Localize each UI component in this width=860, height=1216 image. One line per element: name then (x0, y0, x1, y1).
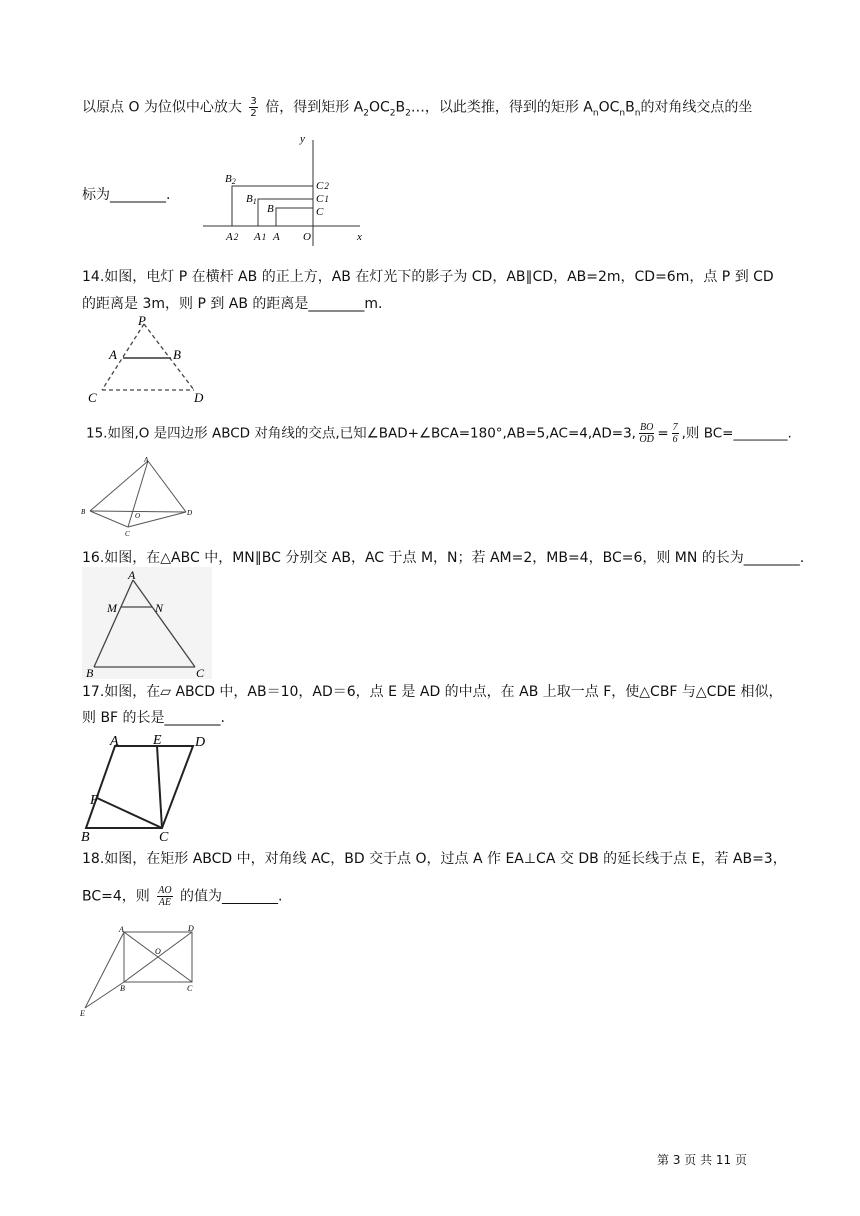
q15-line1: 15.如图,O 是四边形 ABCD 对角线的交点,已知∠BAD+∠BCA=180°,AB=5,AC=4,AD=3, $\frac{BO}{OD}$ = $\frac{7}{6}$ ,则 BC=________. (86, 422, 792, 445)
label-A1: A1 (254, 231, 267, 243)
label-D: D (195, 735, 206, 750)
q18-line2: BC=4，则 $\frac{AO}{AE}$ 的值为________. (82, 885, 283, 908)
label-B: B (86, 666, 94, 679)
pd-dashed (144, 324, 194, 390)
q14-line2: 的距离是 3m，则 P 到 AB 的距离是________m. (82, 296, 383, 312)
figure-background (82, 567, 212, 679)
ab (90, 461, 148, 511)
q16-figure (82, 567, 212, 679)
q15-fraction-bo-od: $\frac{BO}{OD}$ (639, 422, 654, 445)
label-B1: B1 (246, 193, 257, 206)
label-D: D (194, 390, 204, 404)
label-O: O (135, 512, 141, 520)
label-A2: A2 (226, 231, 239, 243)
label-E: E (80, 1009, 85, 1018)
ad (148, 461, 186, 512)
q13-line1: 以原点 O 为位似中心放大 $\frac{3}{2}$ 倍，得到矩形 $A_2OC_2B_2\dots$，以此类推，得到的矩形 $A_nOC_nB_n$的对角线交点的坐 (82, 96, 753, 119)
parallelogram-abcd (86, 746, 193, 828)
label-D: D (187, 509, 193, 517)
label-A: A (109, 347, 117, 362)
q15-fraction-7-6: $\frac{7}{6}$ (672, 422, 678, 445)
q18-figure (76, 920, 206, 1020)
label-A: A (119, 925, 124, 934)
label-C: C (196, 666, 205, 679)
label-E: E (153, 733, 162, 748)
label-C2: C2 (316, 180, 329, 192)
eb (85, 982, 124, 1008)
label-B: B (81, 508, 86, 516)
label-P: P (138, 313, 146, 328)
label-O: O (155, 947, 161, 956)
q17-figure (80, 728, 215, 846)
label-C1: C1 (316, 193, 329, 205)
ec (157, 746, 162, 828)
label-M: M (107, 601, 117, 615)
label-O: O (303, 231, 311, 243)
fc (97, 798, 162, 828)
label-C: C (125, 530, 130, 538)
q14-line1: 14.如图，电灯 P 在横杆 AB 的正上方，AB 在灯光下的影子为 CD，AB∥CD，AB=2m，CD=6m，点 P 到 CD (82, 269, 774, 285)
label-C: C (187, 984, 193, 993)
label-C: C (88, 390, 97, 404)
label-B2: B2 (225, 173, 236, 186)
label-A: A (273, 231, 280, 243)
q15-figure (78, 452, 203, 540)
q17-line1: 17.如图，在▱ ABCD 中，AB＝10，AD＝6，点 E 是 AD 的中点，在 AB 上取一点 F，使△CBF 与△CDE 相似， (82, 684, 783, 700)
label-A: A (110, 734, 119, 749)
q13-figure (195, 128, 375, 248)
q16-line1: 16.如图，在△ABC 中，MN∥BC 分别交 AB，AC 于点 M，N；若 AM=2，MB=4，BC=6，则 MN 的长为________. (82, 550, 805, 566)
label-A: A (144, 456, 149, 464)
label-B: B (267, 203, 274, 215)
label-A: A (128, 568, 136, 582)
label-C: C (159, 830, 169, 845)
q17-line2: 则 BF 的长是________. (82, 710, 226, 726)
label-N: N (155, 601, 164, 615)
label-F: F (90, 793, 99, 808)
q18-fraction-ao-ae: $\frac{AO}{AE}$ (158, 885, 172, 908)
ea (85, 932, 124, 1008)
label-C: C (316, 206, 324, 218)
rect-0 (276, 208, 313, 226)
q13-line2: 标为________. (82, 187, 171, 203)
label-B: B (173, 347, 181, 362)
label-x: x (357, 231, 362, 243)
q13-fraction: $\frac{3}{2}$ (250, 96, 257, 119)
bc (90, 511, 128, 527)
page-footer: 第 3 页 共 11 页 (657, 1153, 747, 1167)
label-D: D (188, 924, 194, 933)
label-B: B (120, 984, 125, 993)
q18-line1: 18.如图，在矩形 ABCD 中，对角线 AC，BD 交于点 O，过点 A 作 EA⊥CA 交 DB 的延长线于点 E，若 AB=3， (82, 851, 787, 867)
q14-figure (82, 312, 222, 404)
label-y: y (300, 133, 305, 145)
label-B: B (81, 830, 90, 845)
